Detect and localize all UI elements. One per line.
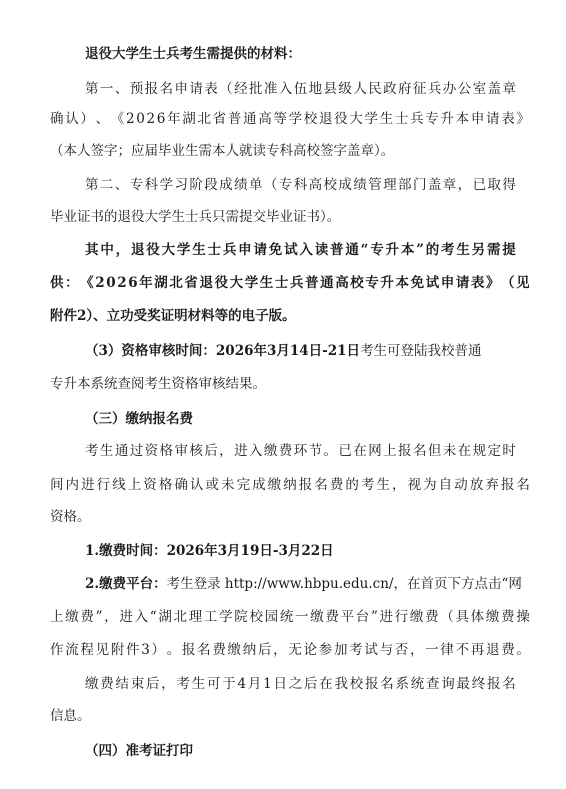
materials-item1-line1: 第 一 、 预 报 名 申 请 表 （ 经 批 准 入 伍 地 县 级 人 民 政 府 征 兵 办 公 室 盖 章 [85, 81, 516, 97]
materials-item2-line1: 第 二 、 专 科 学 习 阶 段 成 绩 单 （ 专 科 高 校 成 绩 管 理 部 门 盖 章 ， 已 取 得 [85, 177, 516, 193]
fee-time-label: 1.缴费时间： [85, 543, 167, 559]
materials-heading: 退役大学生士兵考生需提供的材料： [85, 46, 301, 62]
exempt-line3: 附件2）、立功受奖证明材料等的电子版。 [50, 308, 296, 324]
materials-item2-line2: 毕业证书的退役大学生士兵只需提交毕业证书）。 [50, 209, 341, 225]
fee-time-line [0, 542, 566, 560]
exempt-line1: 其 中 ， 退 役 大 学 生 士 兵 申 请 免 试 入 读 普 通 “ 专 升 本 ” 的 考 生 另 需 提 [85, 242, 516, 258]
exempt-line2: 供 ： 《 2 0 2 6 年 湖 北 省 退 役 大 学 生 士 兵 普 通 高 校 专 升 本 免 试 申 请 表 》 （ 见 [50, 275, 530, 291]
review-dates: 2026年3月14日-21日 [215, 343, 361, 359]
fee-platform-text: 考生登录 http://www.hbpu.edu.cn/，在首页下方点击“网 [166, 576, 522, 592]
fee-time-value: 2026年3月19日-3月22日 [166, 543, 334, 559]
fee-platform-line2: 上 缴 费 ” ， 进 入 “ 湖 北 理 工 学 院 校 园 统 一 缴 费 平 台 ” 进 行 缴 费 （ 具 体 缴 费 操 [50, 609, 530, 625]
review-label: （3）资格审核时间： [85, 343, 216, 359]
fee-platform-line3: 作 流 程 见 附 件 3 ） 。 报 名 费 缴 纳 后 ， 无 论 参 加 考 试 与 否 ， 一 律 不 再 退 费 。 [50, 642, 530, 658]
review-rest: 考生可登陆我校普通 [360, 343, 482, 359]
fee-platform-label: 2.缴费平台： [85, 576, 167, 592]
fee-para-line3: 资格。 [50, 509, 91, 525]
fee-section-heading: （三）缴纳报名费 [85, 411, 193, 427]
review-line1 [0, 342, 566, 360]
review-line2: 专升本系统查阅考生资格审核结果。 [50, 376, 266, 392]
fee-platform-line1 [0, 575, 566, 593]
fee-para-line1: 考 生 通 过 资 格 审 核 后 ， 进 入 缴 费 环 节 。 已 在 网 上 报 名 但 未 在 规 定 时 [85, 443, 516, 459]
fee-after-line2: 信息。 [50, 708, 91, 724]
fee-after-line1: 缴 费 结 束 后 ， 考 生 可 于 4 月 1 日 之 后 在 我 校 报 名 系 统 查 询 最 终 报 名 [85, 676, 516, 692]
fee-para-line2: 间 内 进 行 线 上 资 格 确 认 或 未 完 成 缴 纳 报 名 费 的 考 生 ， 视 为 自 动 放 弃 报 名 [50, 477, 530, 493]
materials-item1-line3: （本人签字；应届毕业生需本人就读专科高校签字盖章）。 [50, 143, 395, 159]
materials-item1-line2: 确 认 ） 、 《 2 0 2 6 年 湖 北 省 普 通 高 等 学 校 退 役 大 学 生 士 兵 专 升 本 申 请 表 》 [50, 111, 530, 127]
ticket-section-heading: （四）准考证打印 [85, 743, 193, 759]
